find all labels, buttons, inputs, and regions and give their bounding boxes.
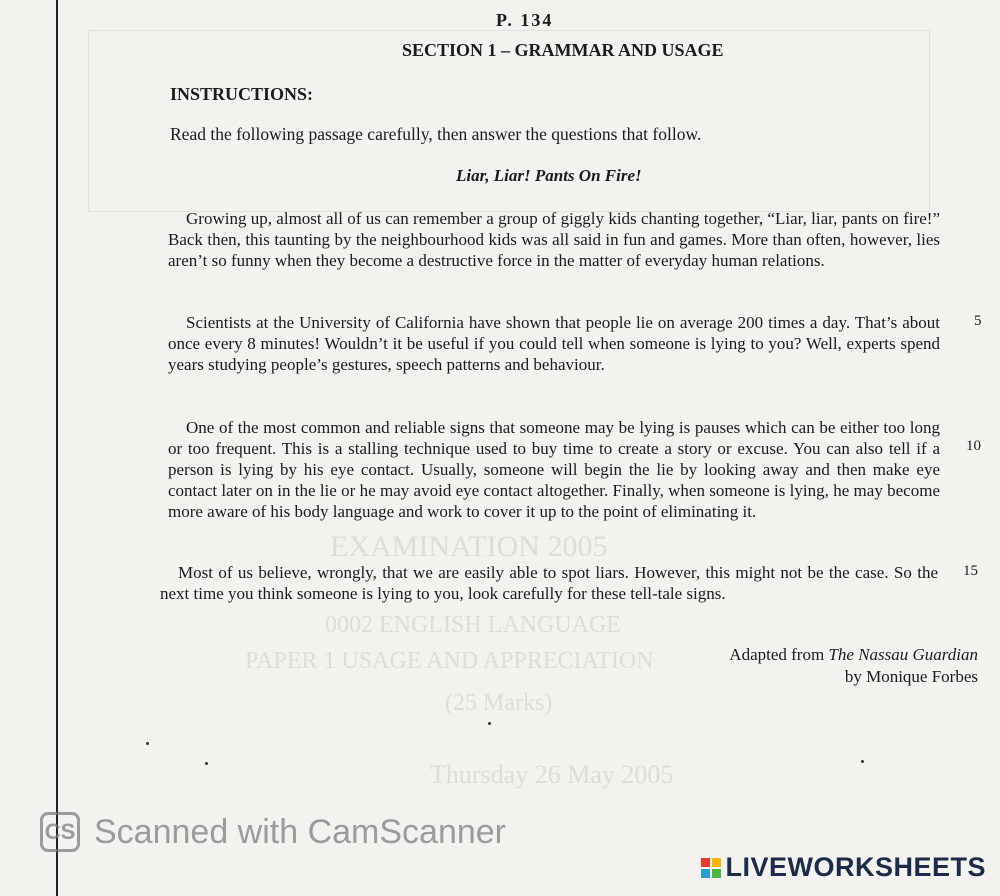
liveworksheets-watermark [701, 852, 986, 883]
speck [205, 762, 208, 765]
bleed-through-text-1: EXAMINATION 2005 [330, 530, 608, 563]
credit-source-line [729, 645, 978, 665]
speck [146, 742, 149, 745]
bleed-through-text-3: PAPER 1 USAGE AND APPRECIATION [245, 648, 654, 674]
line-number-15: 15 [963, 563, 978, 579]
passage-paragraph-2: Scientists at the University of California have shown that people lie on average 200 times a day. That’s about once every 8 minutes! Wouldn’t it be useful if you could tell when someone is lying to you? Well, experts spend years studying people’s gestures, speech patterns and behaviour. [168, 313, 940, 374]
speck [861, 760, 864, 763]
bleed-through-text-5: Thursday 26 May 2005 [430, 760, 674, 789]
instructions-text: Read the following passage carefully, then answer the questions that follow. [170, 124, 702, 144]
camscanner-text: Scanned with CamScanner [94, 812, 507, 851]
bleed-through-text-2: 0002 ENGLISH LANGUAGE [325, 612, 621, 638]
liveworksheets-logo-icon [701, 858, 721, 878]
passage-title: Liar, Liar! Pants On Fire! [456, 166, 642, 185]
instructions-heading: INSTRUCTIONS: [170, 84, 314, 104]
credit-prefix: Adapted from [729, 645, 829, 664]
section-title: SECTION 1 – GRAMMAR AND USAGE [402, 40, 724, 60]
line-number-5: 5 [974, 313, 982, 329]
passage-paragraph-3: One of the most common and reliable signs that someone may be lying is pauses which can be either too long or too frequent. This is a stalling technique used to buy time to create a story or excuse. You can also tell if a person is lying by his eye contact. Usually, someone will begin the lie by looking away and then make eye contact later on in the lie or he may avoid eye contact altogether. Finally, when someone is lying, he may become more aware of his body language and work to cover it up to the point of eliminating it. [168, 418, 940, 521]
passage-paragraph-4: Most of us believe, wrongly, that we are easily able to spot liars. However, this might not be the case. So the next time you think someone is lying to you, look carefully for these tell-tale signs. [160, 563, 938, 603]
page-number: P. 134 [496, 10, 554, 30]
camscanner-logo-icon: CS [40, 812, 80, 852]
bleed-through-text-4: (25 Marks) [445, 690, 553, 716]
credit-author: by Monique Forbes [844, 667, 978, 686]
speck [488, 722, 491, 725]
line-number-10: 10 [966, 438, 981, 454]
liveworksheets-text: LIVEWORKSHEETS [725, 852, 986, 882]
margin-line [56, 0, 58, 896]
credit-source: The Nassau Guardian [828, 645, 978, 664]
passage-paragraph-1: Growing up, almost all of us can remember a group of giggly kids chanting together, “Liar, liar, pants on fire!” Back then, this taunting by the neighbourhood kids was all said in fun and games. More than often, however, lies aren’t so funny when they become a destructive force in the matter of everyday human relations. [168, 209, 940, 270]
camscanner-watermark [40, 812, 506, 852]
